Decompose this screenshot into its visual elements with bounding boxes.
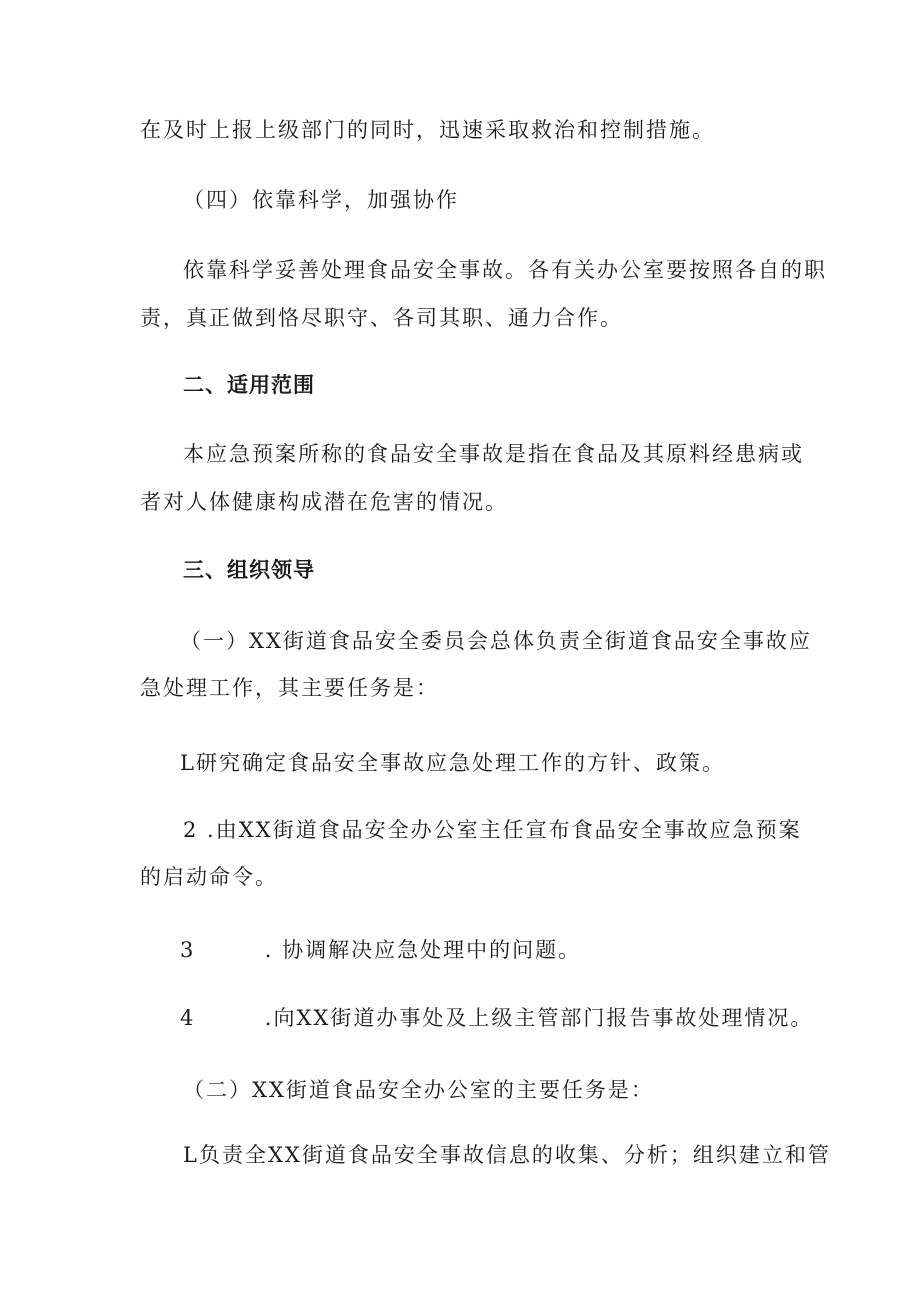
subheading-line: （四）依靠科学，加强协作 [183, 188, 459, 212]
list-item-line: 4 .向XX街道办事处及上级主管部门报告事故处理情况。 [180, 1006, 814, 1030]
paragraph-line: 者对人体健康构成潜在危害的情况。 [140, 490, 508, 514]
paragraph-line: 责，真正做到恪尽职守、各司其职、通力合作。 [140, 306, 623, 330]
list-item-line: L负责全XX街道食品安全事故信息的收集、分析；组织建立和管 [183, 1143, 831, 1167]
list-item-line: 3 . 协调解决应急处理中的问题。 [180, 938, 582, 962]
list-item-line: L研究确定食品安全事故应急处理工作的方针、政策。 [180, 751, 725, 775]
paragraph-line: 急处理工作，其主要任务是： [140, 676, 439, 700]
paragraph-line: 的启动命令。 [140, 865, 278, 889]
paragraph-line: 本应急预案所称的食品安全事故是指在食品及其原料经患病或 [183, 442, 804, 466]
subheading-line: （二）XX街道食品安全办公室的主要任务是： [183, 1078, 654, 1102]
paragraph-line: （一）XX街道食品安全委员会总体负责全街道食品安全事故应 [180, 629, 812, 653]
paragraph-line: 依靠科学妥善处理食品安全事故。各有关办公室要按照各自的职 [183, 258, 827, 282]
section-heading: 三、组织领导 [183, 558, 315, 582]
paragraph-line: 在及时上报上级部门的同时，迅速采取救治和控制措施。 [140, 118, 715, 142]
section-heading: 二、适用范围 [183, 373, 315, 397]
list-item-line: 2 .由XX街道食品安全办公室主任宣布食品安全事故应急预案 [183, 818, 802, 842]
